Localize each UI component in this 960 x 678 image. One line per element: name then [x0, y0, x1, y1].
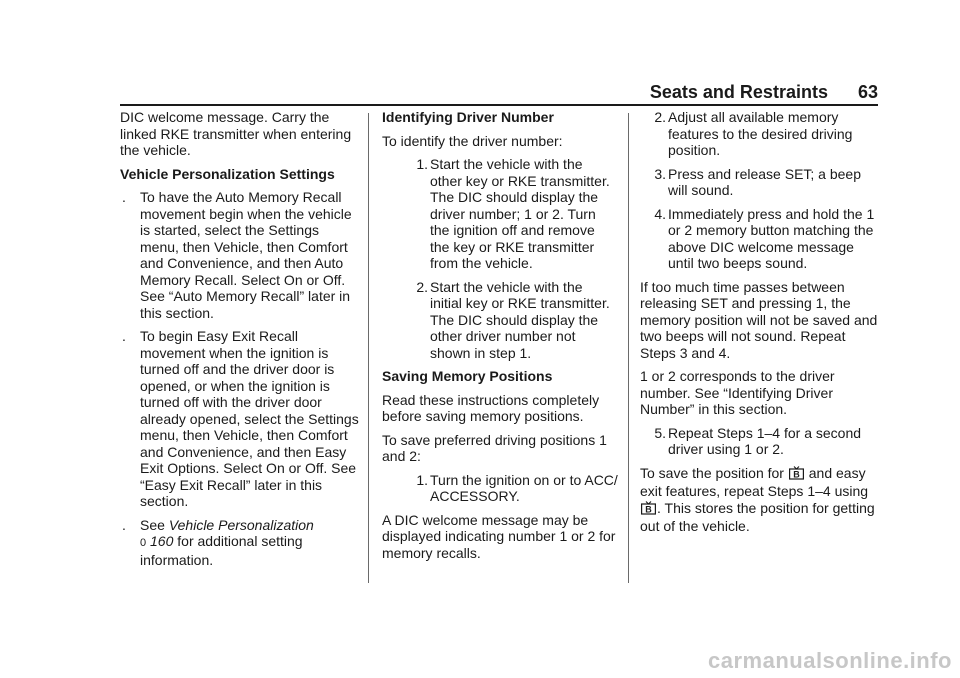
step-text: Repeat Steps 1–4 for a second driver using 1 or 2. — [668, 424, 862, 457]
column-divider-2 — [628, 113, 629, 583]
cross-reference-link[interactable]: Vehicle Personalization — [168, 516, 314, 533]
bullet-text: for additional setting information. — [140, 533, 303, 568]
intro-paragraph: DIC welcome message. Carry the linked RKE transmitter when entering the vehicle. — [120, 109, 352, 158]
numbered-step — [640, 109, 878, 159]
watermark: carmanualsonline.info — [708, 648, 952, 673]
bullet-marker: . — [122, 328, 126, 344]
step-text: Immediately press and hold the 1 or 2 memory button matching the above DIC welcome message until two beeps sound. — [668, 205, 875, 271]
svg-text:B: B — [645, 504, 652, 514]
numbered-step — [402, 156, 618, 272]
step-number: 1. — [416, 471, 428, 488]
numbered-step — [402, 279, 618, 362]
column-2 — [382, 109, 618, 568]
column-1 — [120, 109, 360, 575]
step-number: 3. — [654, 165, 666, 182]
step-number: 5. — [654, 424, 666, 441]
memory-b-button-icon — [641, 501, 656, 519]
numbered-step — [640, 425, 878, 458]
step-number: 4. — [654, 205, 666, 222]
see-label: See — [140, 516, 165, 533]
column-3 — [640, 109, 878, 542]
step-text: Adjust all available memory features to the desired driving position. — [668, 109, 853, 158]
step-text: Start the vehicle with the initial key or RKE transmitter. The DIC should display the other driver number not shown in step 1. — [430, 278, 610, 361]
paragraph: To save preferred driving positions 1 and 2: — [382, 431, 607, 464]
step-note: A DIC welcome message may be displayed indicating number 1 or 2 for memory recalls. — [382, 511, 616, 561]
step-number: 2. — [654, 109, 666, 125]
section-title: Seats and Restraints — [649, 82, 828, 102]
memory-b-button-icon — [789, 466, 804, 484]
step-note: If too much time passes between releasing SET and pressing 1, the memory position will not be saved and two beeps will not sound. Repeat Steps 3 and 4. — [640, 278, 878, 361]
section-heading: Saving Memory Positions — [382, 368, 553, 384]
numbered-step — [640, 166, 878, 199]
step-number: 1. — [416, 156, 428, 172]
numbered-step — [402, 472, 618, 505]
page-reference-number[interactable]: 160 — [150, 533, 174, 549]
bullet-text: To have the Auto Memory Recall movement begin when the vehicle is started, select the Settings menu, then Vehicle, then Comfort and Convenience, and then Auto Memory Recall. Select On or Off. See “Auto Memory Recall” later in this section. — [140, 189, 352, 321]
step-number: 2. — [416, 278, 428, 295]
bullet-marker: . — [122, 516, 126, 533]
step-text: Press and release SET; a beep will sound. — [668, 165, 862, 198]
page-header — [120, 80, 878, 104]
closing-paragraph: To save the position for B and easy exit features, repeat Steps 1–4 using B . This stores the position for getting out of the vehicle. — [640, 464, 875, 534]
step-text: Turn the ignition on or to ACC/ ACCESSORY. — [430, 471, 618, 504]
bullet-item — [120, 189, 360, 321]
column-divider-1 — [368, 113, 369, 583]
step-text: Start the vehicle with the other key or RKE transmitter. The DIC should display the driver number; 1 or 2. Turn the ignition off and remove the key or RKE transmitter from the vehicle. — [430, 156, 610, 271]
bullet-item — [120, 328, 360, 510]
section-heading: Identifying Driver Number — [382, 109, 554, 125]
section-heading: Vehicle Personalization Settings — [120, 165, 335, 182]
bullet-item — [120, 517, 360, 569]
paragraph: Read these instructions completely before saving memory positions. — [382, 391, 600, 424]
header-rule — [120, 104, 878, 106]
page-reference-icon: 0 — [140, 537, 147, 549]
bullet-marker: . — [122, 189, 126, 205]
svg-text:B: B — [793, 469, 800, 479]
bullet-text: To begin Easy Exit Recall movement when the ignition is turned off and the driver door is opened, or when the ignition is turned off with the driver door already opened, select the Settings menu, then Vehicle, then Comfort and Convenience, and then Easy Exit Options. Select On or Off. See “Easy Exit Recall” later in this section. — [140, 328, 359, 509]
numbered-step — [640, 206, 878, 272]
intro-paragraph: To identify the driver number: — [382, 132, 563, 149]
step-note: 1 or 2 corresponds to the driver number. See “Identifying Driver Number” in this section. — [640, 368, 835, 417]
page-number: 63 — [857, 82, 878, 102]
footer — [0, 640, 960, 678]
